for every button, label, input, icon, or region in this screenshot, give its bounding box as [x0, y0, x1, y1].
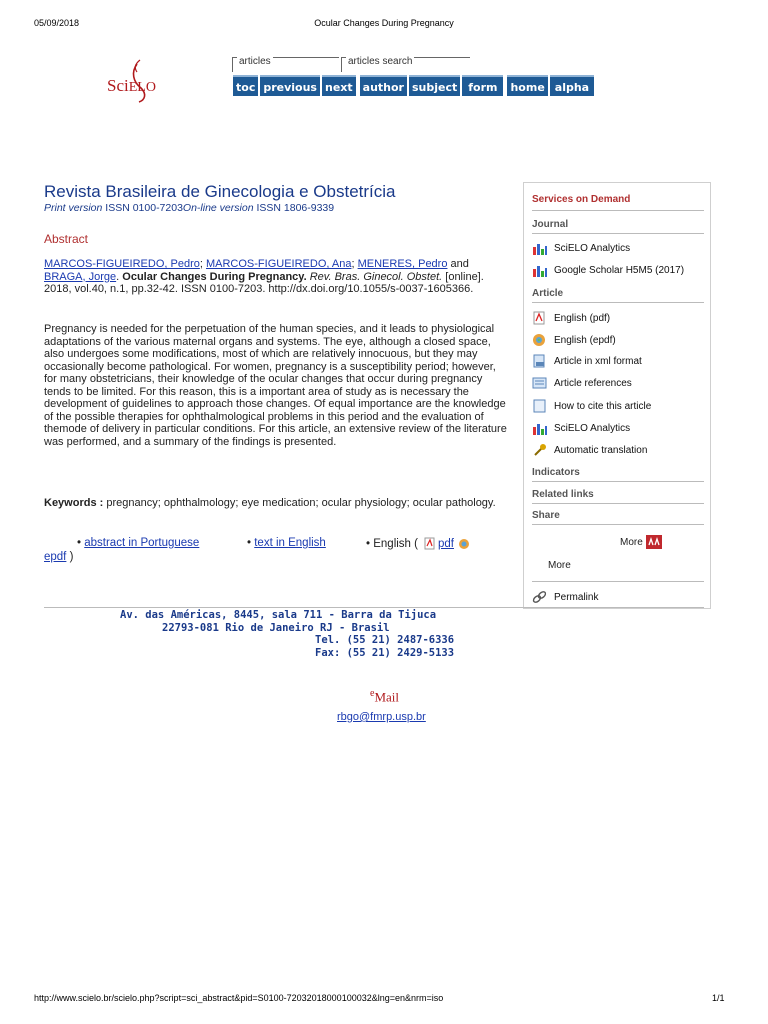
share-more-1[interactable]: [620, 535, 662, 549]
divider: [532, 524, 704, 525]
online-issn: ISSN 1806-9339: [256, 202, 335, 214]
article-english-epdf[interactable]: [532, 333, 616, 347]
articles-label: articles: [239, 56, 271, 67]
nav-author-button[interactable]: author: [360, 75, 407, 96]
epdf-icon: [532, 333, 548, 347]
journal-title: Revista Brasileira de Ginecologia e Obstetrícia: [44, 182, 396, 201]
abstract-heading: Abstract: [44, 232, 89, 246]
journal-item-label: SciELO Analytics: [554, 242, 631, 254]
related-links-label[interactable]: Related links: [532, 489, 594, 500]
nav-home-button[interactable]: home: [507, 75, 547, 96]
epdf-icon: [458, 538, 470, 550]
epdf-item: [44, 551, 73, 563]
author-link[interactable]: MARCOS-FIGUEIREDO, Pedro: [44, 258, 200, 270]
address-line-1: Av. das Américas, 8445, sala 711 - Barra da Tijuca: [120, 609, 437, 621]
article-xml-format[interactable]: [532, 354, 642, 368]
author-link[interactable]: MENERES, Pedro: [357, 258, 448, 270]
nav-previous-button[interactable]: previous: [260, 75, 320, 96]
abstract-portuguese-item: • abstract in Portuguese: [77, 537, 200, 549]
references-icon: [532, 376, 548, 390]
article-item-label: Article references: [554, 377, 632, 389]
services-sidebar: [523, 182, 711, 609]
nav-alpha-button[interactable]: alpha: [550, 75, 594, 96]
article-item-label: How to cite this article: [554, 400, 652, 412]
divider: [532, 210, 704, 211]
epdf-link[interactable]: epdf: [44, 551, 67, 563]
document-icon: [532, 399, 548, 413]
english-pdf-item: • English ( pdf: [366, 537, 470, 550]
addthis-share-icon: [646, 535, 662, 549]
text-english-link[interactable]: text in English: [254, 537, 326, 549]
article-item-label: Automatic translation: [554, 444, 648, 456]
journal-item-label: Google Scholar H5M5 (2017): [554, 264, 685, 276]
bar-chart-icon: [532, 263, 548, 277]
article-item-label: English (epdf): [554, 334, 616, 346]
article-section-label: Article: [532, 288, 564, 299]
address-line-2: 22793-081 Rio de Janeiro RJ - Brasil: [162, 622, 390, 634]
article-item-label: SciELO Analytics: [554, 422, 631, 434]
and-word: and: [450, 258, 469, 270]
abstract-body: Pregnancy is needed for the perpetuation of the human species, and it leads to physiological adaptations of the various maternal organs and systems. The eye, although a closed space, also undergoes some modifications, most of which are relatively innocuous, but they may occasionally become pathological. For women, pregnancy is a susceptibility period; however, for many obstetricians, their knowledge of the ocular changes that occur during pregnancy tends to be limited. For this reason, this is a important area of study as is necessary the development of guidelines to approach those changes. Of equal importance are the knowledge of the possible therapies for ophthalmological problems in this period and the evaluation of themode of delivery in particular conditions. For this article, an extensive review of the literature was performed, and a summary of the findings is presented.: [44, 323, 507, 448]
english-prefix: English (: [373, 537, 418, 550]
bar-chart-icon: [532, 421, 548, 435]
fax: Fax: (55 21) 2429-5133: [315, 647, 455, 659]
email-logo-mail: Mail: [374, 689, 400, 705]
article-item-label: Article in xml format: [554, 355, 642, 367]
key-icon: [532, 443, 548, 457]
nav-toolbar: [233, 75, 596, 96]
email-logo: [370, 688, 399, 705]
share-more-2[interactable]: More: [548, 560, 571, 571]
logo-text-elo: ELO: [128, 80, 156, 95]
citation: MARCOS-FIGUEIREDO, Pedro; MARCOS-FIGUEIREDO, Ana; MENERES, Pedro and BRAGA, Jorge. Ocular Changes During Pregnancy. Rev. Bras. Ginecol. Obstet. [online]. 2018, vol.40, n.1, pp.32-42. ISSN 0100-7203. http://dx.doi.org/10.1055/s-0037-1605366.: [44, 258, 484, 295]
share-label: Share: [532, 510, 560, 521]
pdf-link[interactable]: pdf: [437, 537, 454, 550]
print-page-number: 1/1: [712, 993, 725, 1003]
divider: [532, 581, 704, 582]
nav-next-button[interactable]: next: [322, 75, 356, 96]
scielo-logo[interactable]: [107, 58, 167, 104]
pdf-icon: [532, 311, 548, 325]
nav-toc-button[interactable]: toc: [233, 75, 258, 96]
permalink[interactable]: [532, 590, 598, 604]
online-version-label: On-line version: [182, 202, 254, 214]
divider: [532, 302, 704, 303]
email-logo-e: e: [370, 688, 375, 699]
text-english-item: • text in English: [247, 537, 326, 549]
divider: [532, 481, 704, 482]
print-title: Ocular Changes During Pregnancy: [314, 18, 454, 28]
article-item-label: English (pdf): [554, 312, 611, 324]
journal-abbrev: Rev. Bras. Ginecol. Obstet.: [309, 270, 443, 283]
print-issn: ISSN 0100-7203: [105, 202, 183, 214]
divider: [532, 503, 704, 504]
author-link[interactable]: BRAGA, Jorge: [44, 270, 117, 283]
issn-line: [44, 202, 334, 214]
keywords: [44, 497, 508, 510]
article-references[interactable]: [532, 376, 632, 390]
pdf-icon: [424, 537, 436, 550]
citation-rest: [online]. 2018, vol.40, n.1, pp.32-42. ISSN 0100-7203. http://dx.doi.org/10.1055/s-0037-1605366.: [44, 270, 484, 295]
print-date: 05/09/2018: [34, 18, 80, 28]
email-link[interactable]: rbgo@fmrp.usp.br: [337, 711, 426, 723]
divider: [532, 233, 704, 234]
services-heading: Services on Demand: [532, 194, 631, 205]
author-link[interactable]: MARCOS-FIGUEIREDO, Ana: [205, 258, 352, 270]
how-to-cite[interactable]: [532, 399, 651, 413]
nav-form-button[interactable]: form: [462, 75, 503, 96]
more-label: More: [620, 536, 643, 548]
close-paren: ): [69, 551, 74, 563]
keywords-list: pregnancy; ophthalmology; eye medication; ocular physiology; ocular pathology.: [106, 497, 496, 509]
print-url: http://www.scielo.br/scielo.php?script=sci_abstract&pid=S0100-72032018000100032&lng=en&nrm=iso: [34, 993, 444, 1003]
google-scholar-h5m5[interactable]: [532, 263, 684, 277]
journal-section-label: Journal: [532, 219, 569, 230]
link-icon: [532, 590, 548, 604]
telephone: Tel. (55 21) 2487-6336: [315, 634, 455, 646]
xml-document-icon: [532, 354, 548, 368]
permalink-label: Permalink: [554, 591, 599, 603]
indicators-label[interactable]: Indicators: [532, 467, 580, 478]
nav-subject-button[interactable]: subject: [409, 75, 460, 96]
articles-search-label: articles search: [348, 56, 413, 67]
print-version-label: Print version: [44, 202, 103, 214]
article-english-pdf[interactable]: [532, 311, 610, 325]
bar-chart-icon: [532, 241, 548, 255]
footer-divider: [44, 607, 704, 608]
journal-scielo-analytics[interactable]: [532, 241, 630, 255]
logo-text-sci: Sci: [107, 76, 129, 95]
abstract-portuguese-link[interactable]: abstract in Portuguese: [84, 537, 200, 549]
article-scielo-analytics[interactable]: [532, 421, 630, 435]
automatic-translation[interactable]: [532, 443, 647, 457]
keywords-label: Keywords :: [44, 497, 104, 509]
article-title: Ocular Changes During Pregnancy.: [122, 270, 307, 283]
